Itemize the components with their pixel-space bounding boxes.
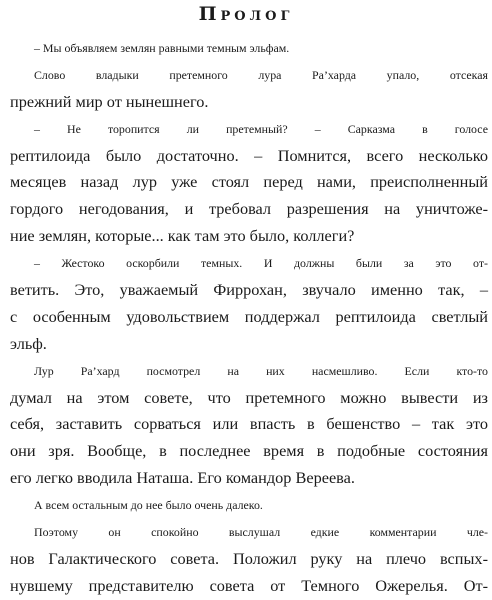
text-line: думал на этом совете, что претемного можно вывести из [10,387,488,407]
text-line: эльф. [10,333,47,353]
text-line: Слово владыки претемного лура Ра’харда упало, отсекая [34,67,488,82]
chapter-title: Пролог [198,3,294,25]
text-line: Лур Ра’хард посмотрел на них насмешливо. Если кто-то [34,363,488,378]
text-line: нов Галактического совета. Положил руку на плечо вспых- [10,548,488,568]
text-line: прежний мир от нынешнего. [10,91,209,111]
text-line: его легко вводила Наташа. Его командор Вереева. [10,468,355,488]
text-line: нувшему представителю совета от Темного Ожерелья. От- [10,575,488,595]
text-line: ние землян, которые... как там это было, коллеги? [10,226,355,246]
text-line: – Жестоко оскорбили темных. И должны были за это от- [34,256,488,271]
text-line: А всем остальным до нее было очень далеко. [34,498,263,513]
chapter-body-text [10,35,488,600]
text-line: себя, заставить сорваться или впасть в бешенство – так это [10,414,488,434]
text-line: рептилоида было достаточно. – Помнится, всего несколько [10,145,488,165]
text-line: – Не торопится ли претемный? – Сарказма в голосе [34,121,488,136]
text-line: месяцев назад лур уже стоял перед нами, преисполненный [10,172,488,192]
text-line: – Мы объявляем землян равными темным эльфам. [34,41,290,55]
text-line: Поэтому он спокойно выслушал едкие комментарии чле- [34,525,488,540]
text-line: ветить. Это, уважаемый Фиррохан, звучало именно так, – [10,280,488,300]
text-line: они зря. Вообще, в последнее время в подобные состояния [10,441,488,461]
text-line: гордого негодования, и требовал разрешения на уничтоже- [10,199,488,219]
text-line: с особенным удовольствием поддержал рептилоида светлый [10,306,488,326]
